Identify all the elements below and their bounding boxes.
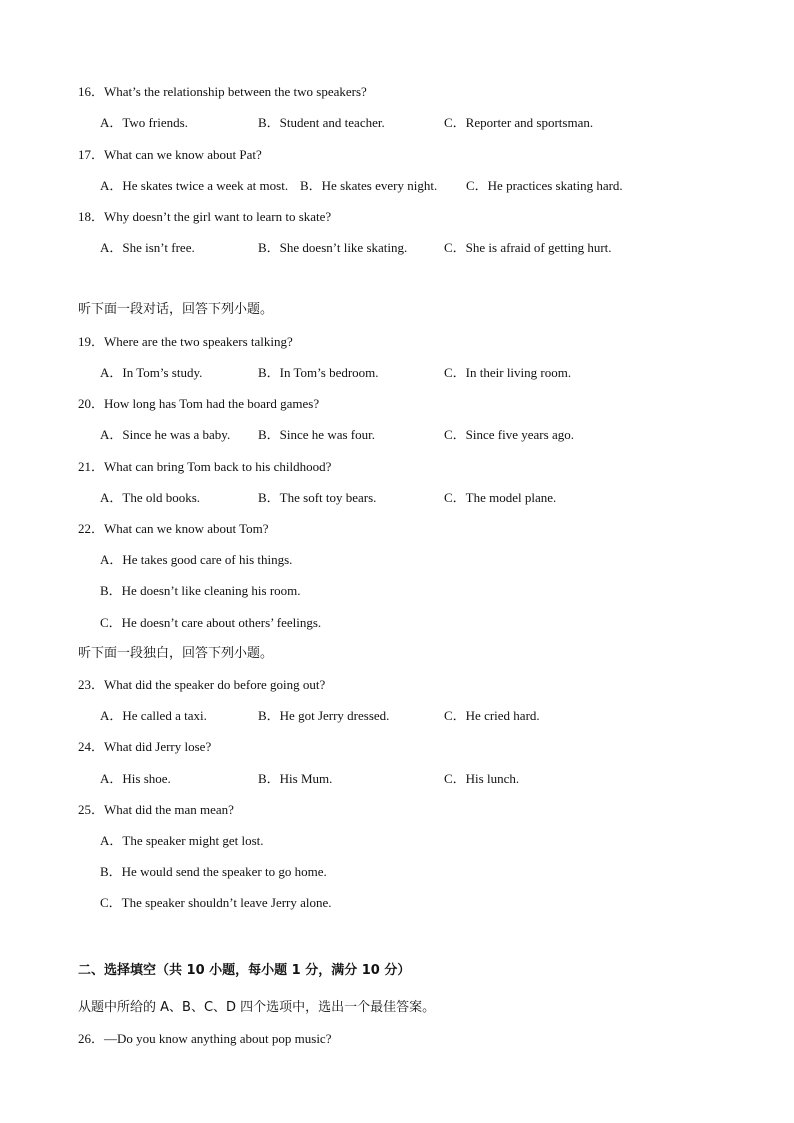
option-a[interactable]: A．She isn’t free. bbox=[100, 240, 195, 255]
question-23-stem: 23．What did the speaker do before going out? bbox=[78, 677, 326, 692]
option-b[interactable]: B．The soft toy bears. bbox=[258, 490, 377, 505]
question-25-option-b[interactable]: B．He would send the speaker to go home. bbox=[100, 864, 327, 879]
question-19-stem: 19．Where are the two speakers talking? bbox=[78, 334, 293, 349]
option-b[interactable]: B．In Tom’s bedroom. bbox=[258, 365, 379, 380]
option-a[interactable]: A．In Tom’s study. bbox=[100, 365, 203, 380]
question-17-stem: 17．What can we know about Pat? bbox=[78, 147, 262, 162]
option-c[interactable]: C．She is afraid of getting hurt. bbox=[444, 240, 612, 255]
option-a[interactable]: A．He called a taxi. bbox=[100, 708, 207, 723]
dialog-instruction: 听下面一段对话，回答下列小题。 bbox=[78, 302, 274, 317]
option-b[interactable]: B．Since he was four. bbox=[258, 427, 375, 442]
question-25-option-a[interactable]: A．The speaker might get lost. bbox=[100, 833, 264, 848]
question-22-stem: 22．What can we know about Tom? bbox=[78, 521, 269, 536]
question-25-option-c[interactable]: C．The speaker shouldn’t leave Jerry alone. bbox=[100, 895, 332, 910]
option-a[interactable]: A．He skates twice a week at most. bbox=[100, 178, 289, 193]
question-16-stem: 16．What’s the relationship between the two speakers? bbox=[78, 84, 367, 99]
question-22-option-a[interactable]: A．He takes good care of his things. bbox=[100, 552, 293, 567]
option-c[interactable]: C．Since five years ago. bbox=[444, 427, 574, 442]
option-b[interactable]: B．He skates every night. bbox=[300, 178, 438, 193]
question-24-stem: 24．What did Jerry lose? bbox=[78, 739, 212, 754]
option-c[interactable]: C．Reporter and sportsman. bbox=[444, 115, 594, 130]
section-2-title: 二、选择填空（共 10 小题，每小题 1 分，满分 10 分） bbox=[78, 963, 411, 978]
section-2-instruction: 从题中所给的 A、B、C、D 四个选项中，选出一个最佳答案。 bbox=[78, 1000, 436, 1015]
option-c[interactable]: C．He cried hard. bbox=[444, 708, 540, 723]
question-21-stem: 21．What can bring Tom back to his childhood? bbox=[78, 459, 332, 474]
question-26-stem: 26．—Do you know anything about pop music? bbox=[78, 1031, 332, 1046]
question-20-stem: 20．How long has Tom had the board games? bbox=[78, 396, 320, 411]
option-b[interactable]: B．His Mum. bbox=[258, 771, 333, 786]
question-18-stem: 18．Why doesn’t the girl want to learn to skate? bbox=[78, 209, 332, 224]
option-c[interactable]: C．In their living room. bbox=[444, 365, 572, 380]
option-c[interactable]: C．His lunch. bbox=[444, 771, 520, 786]
question-25-stem: 25．What did the man mean? bbox=[78, 802, 234, 817]
question-22-option-b[interactable]: B．He doesn’t like cleaning his room. bbox=[100, 583, 301, 598]
option-c[interactable]: C．The model plane. bbox=[444, 490, 557, 505]
option-b[interactable]: B．She doesn’t like skating. bbox=[258, 240, 408, 255]
option-b[interactable]: B．He got Jerry dressed. bbox=[258, 708, 390, 723]
question-22-option-c[interactable]: C．He doesn’t care about others’ feelings. bbox=[100, 615, 322, 630]
option-a[interactable]: A．The old books. bbox=[100, 490, 201, 505]
option-b[interactable]: B．Student and teacher. bbox=[258, 115, 385, 130]
option-a[interactable]: A．Since he was a baby. bbox=[100, 427, 231, 442]
monologue-instruction: 听下面一段独白，回答下列小题。 bbox=[78, 646, 274, 661]
option-c[interactable]: C．He practices skating hard. bbox=[466, 178, 623, 193]
option-a[interactable]: A．Two friends. bbox=[100, 115, 188, 130]
option-a[interactable]: A．His shoe. bbox=[100, 771, 171, 786]
